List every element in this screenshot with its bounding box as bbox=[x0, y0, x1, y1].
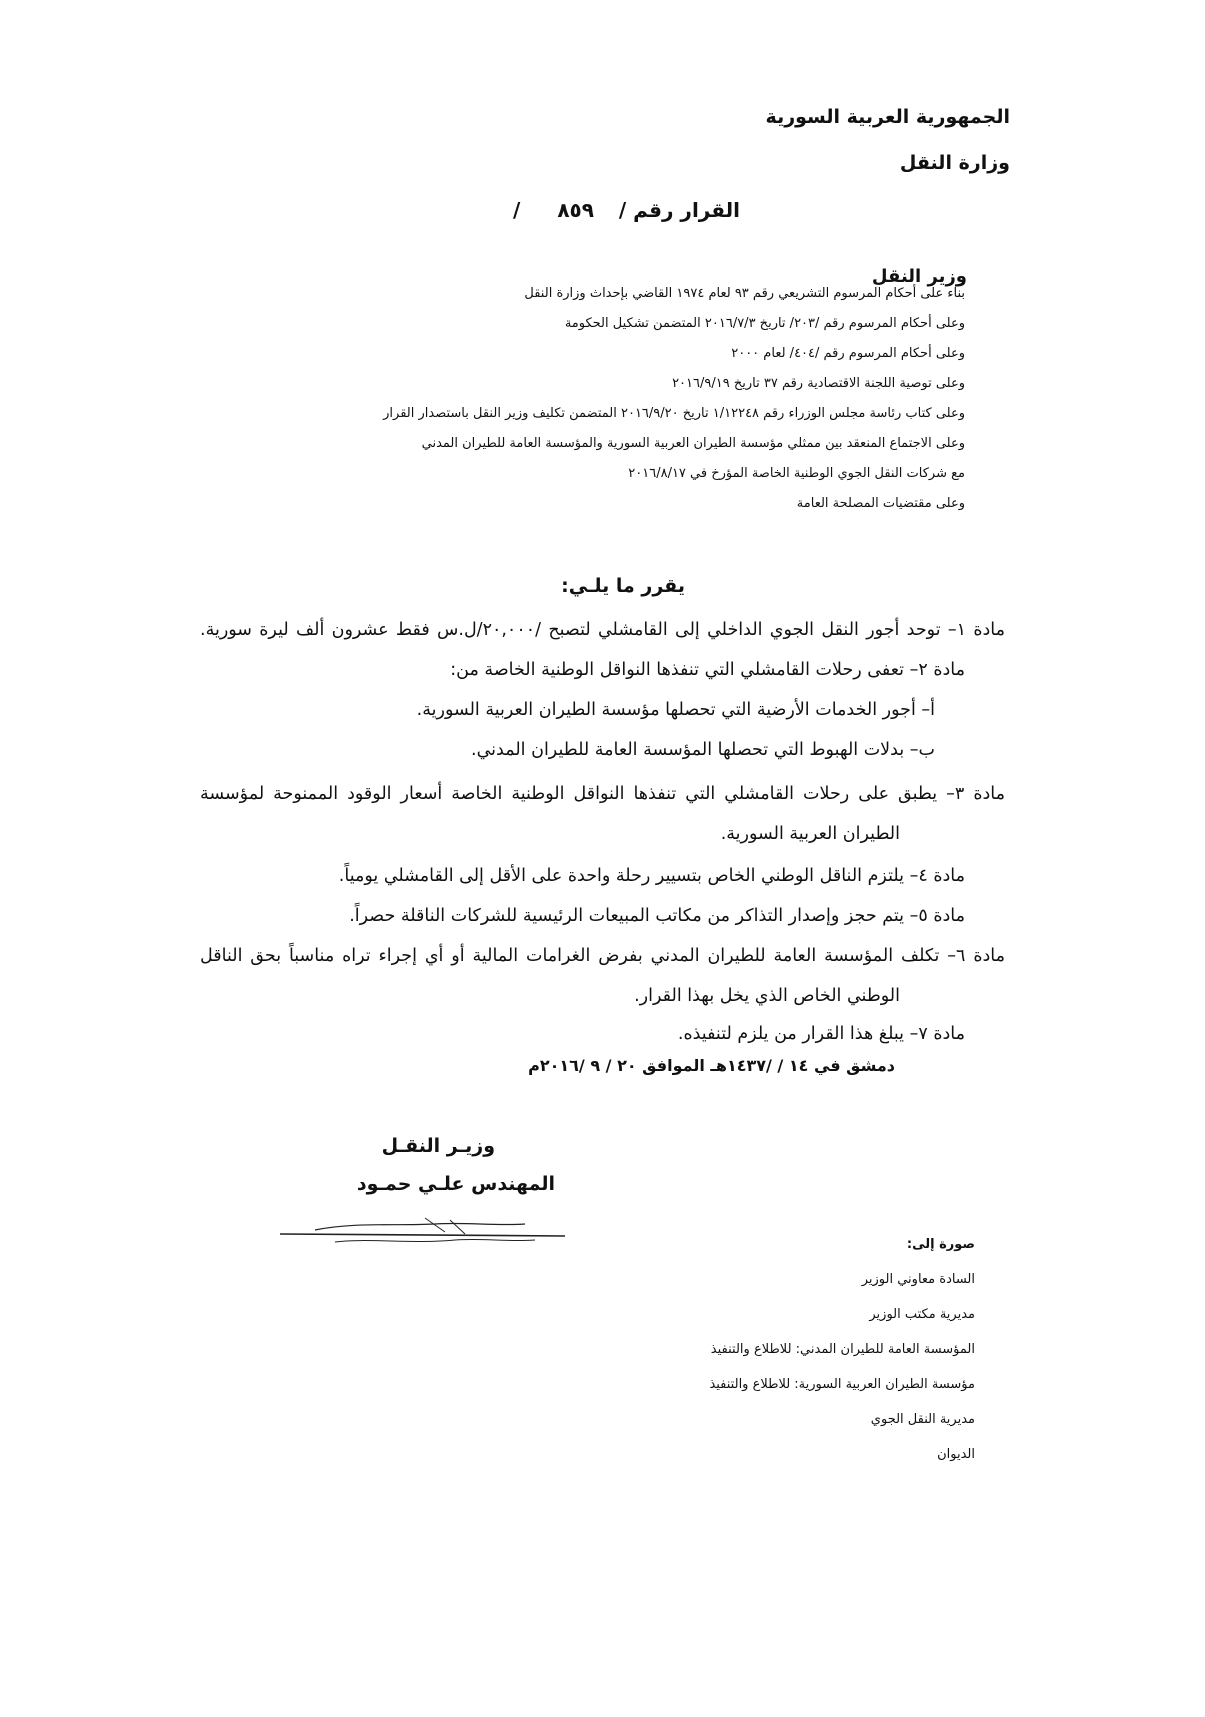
copies-line: السادة معاوني الوزير bbox=[861, 1272, 975, 1287]
copies-line: مؤسسة الطيران العربية السورية: للاطلاع والتنفيذ bbox=[709, 1377, 975, 1392]
decision-closing-slash: / bbox=[513, 198, 521, 222]
preamble-line: وعلى توصية اللجنة الاقتصادية رقم ٣٧ تاريخ ٢٠١٦/٩/١٩ bbox=[672, 376, 965, 391]
preamble-line: وعلى كتاب رئاسة مجلس الوزراء رقم ١/١٢٢٤٨ تاريخ ٢٠١٦/٩/٢٠ المتضمن تكليف وزير النقل باستصدار القرار bbox=[383, 406, 965, 421]
signature-title: وزيـر النقـل bbox=[381, 1135, 495, 1157]
copies-heading: صورة إلى: bbox=[906, 1237, 975, 1252]
article-3-line-1: مادة ٣– يطبق على رحلات القامشلي التي تنفذها النواقل الوطنية الخاصة أسعار الوقود الممنوحة لمؤسسة bbox=[200, 784, 1005, 804]
preamble-line: مع شركات النقل الجوي الوطنية الخاصة المؤرخ في ٢٠١٦/٨/١٧ bbox=[628, 466, 965, 481]
preamble-line: وعلى مقتضيات المصلحة العامة bbox=[796, 496, 965, 511]
article-2-item-a: أ– أجور الخدمات الأرضية التي تحصلها مؤسسة الطيران العربية السورية. bbox=[416, 700, 935, 720]
article-6-line-2: الوطني الخاص الذي يخل بهذا القرار. bbox=[634, 986, 900, 1006]
preamble-line: بناء على أحكام المرسوم التشريعي رقم ٩٣ لعام ١٩٧٤ القاضي بإحداث وزارة النقل bbox=[524, 286, 965, 301]
decision-label: القرار رقم / bbox=[618, 198, 740, 222]
copies-line: الديوان bbox=[937, 1447, 975, 1462]
article-2: مادة ٢– تعفى رحلات القامشلي التي تنفذها النواقل الوطنية الخاصة من: bbox=[450, 660, 965, 680]
article-7: مادة ٧– يبلغ هذا القرار من يلزم لتنفيذه. bbox=[677, 1024, 965, 1044]
ministry-header: وزارة النقل bbox=[899, 152, 1010, 174]
republic-header: الجمهورية العربية السورية bbox=[765, 106, 1010, 128]
preamble-title: وزير النقل bbox=[871, 266, 967, 287]
date-line: دمشق في ١٤ / /١٤٣٧هـ الموافق ٢٠ / ٩ /٢٠١٦م bbox=[528, 1056, 895, 1075]
preamble-line: وعلى الاجتماع المنعقد بين ممثلي مؤسسة الطيران العربية السورية والمؤسسة العامة للطيران المدني bbox=[421, 436, 965, 451]
article-4: مادة ٤– يلتزم الناقل الوطني الخاص بتسيير رحلة واحدة على الأقل إلى القامشلي يومياً. bbox=[338, 866, 965, 886]
copies-line: مديرية النقل الجوي bbox=[870, 1412, 975, 1427]
preamble-line: وعلى أحكام المرسوم رقم /٤٠٤/ لعام ٢٠٠٠ bbox=[731, 346, 965, 361]
preamble-line: وعلى أحكام المرسوم رقم /٢٠٣/ تاريخ ٢٠١٦/٧/٣ المتضمن تشكيل الحكومة bbox=[564, 316, 965, 331]
copies-line: المؤسسة العامة للطيران المدني: للاطلاع والتنفيذ bbox=[710, 1342, 975, 1357]
article-5: مادة ٥– يتم حجز وإصدار التذاكر من مكاتب المبيعات الرئيسية للشركات الناقلة حصراً. bbox=[349, 906, 965, 926]
decision-number-value: ٨٥٩ bbox=[557, 198, 594, 222]
signature-name: المهندس علـي حمـود bbox=[356, 1173, 555, 1195]
article-2-item-b: ب– بدلات الهبوط التي تحصلها المؤسسة العامة للطيران المدني. bbox=[471, 740, 935, 760]
handwritten-signature bbox=[275, 1212, 575, 1252]
article-6-line-1: مادة ٦– تكلف المؤسسة العامة للطيران المدني بفرض الغرامات المالية أو أي إجراء تراه مناسباً بحق الناقل bbox=[200, 946, 1005, 966]
article-1: مادة ١– توحد أجور النقل الجوي الداخلي إلى القامشلي لتصبح /٢٠,٠٠٠/ل.س فقط عشرون ألف ليرة سورية. bbox=[200, 620, 1005, 640]
decides-heading: يقرر ما يلـي: bbox=[561, 575, 685, 597]
copies-line: مديرية مكتب الوزير bbox=[869, 1307, 975, 1322]
article-3-line-2: الطيران العربية السورية. bbox=[720, 824, 900, 844]
decision-number bbox=[513, 198, 740, 222]
